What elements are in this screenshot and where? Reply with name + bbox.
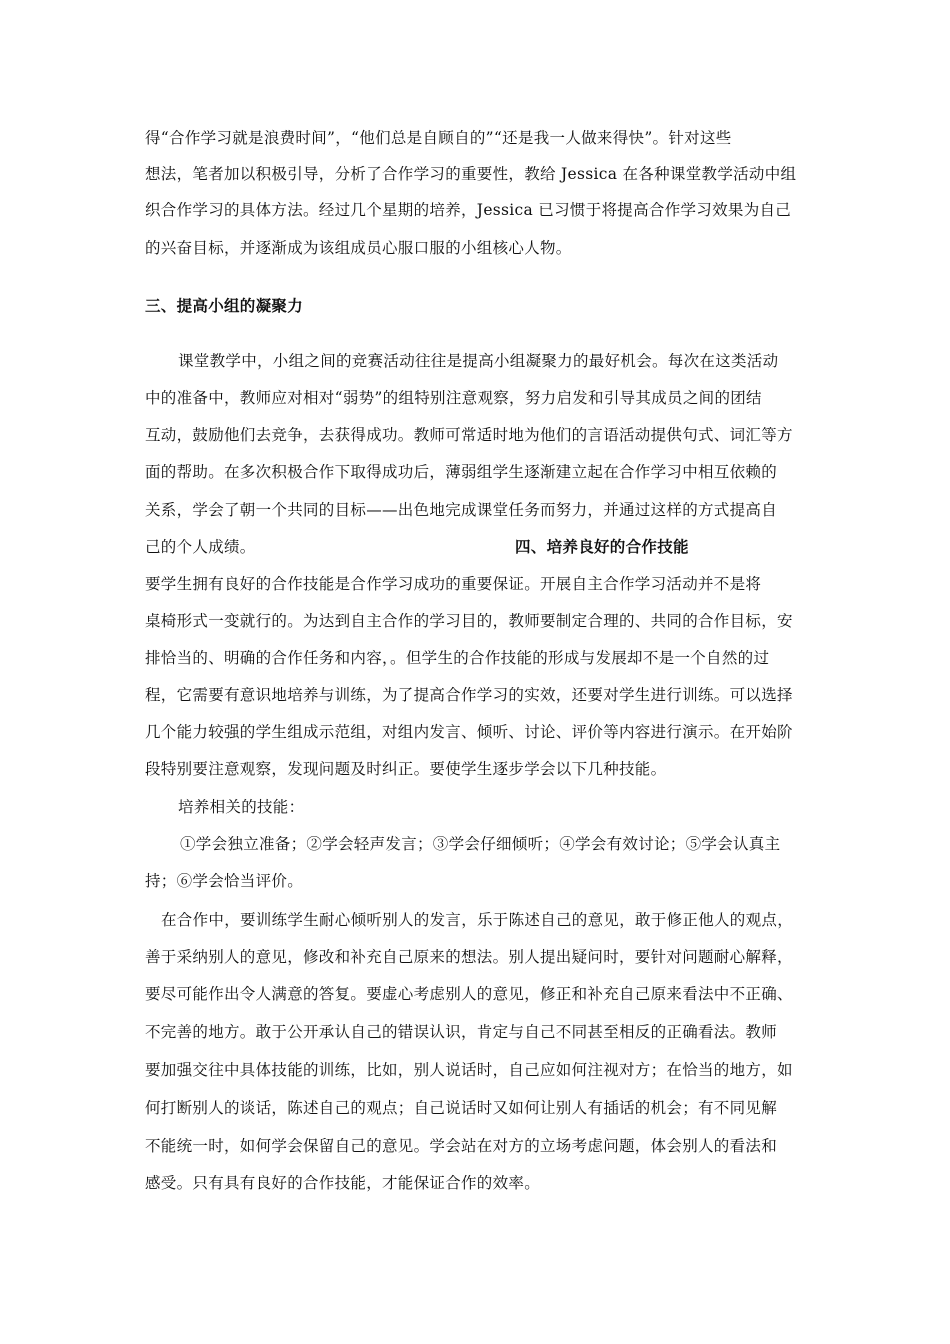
paragraph-3-line-6: 段特别要注意观察，发现问题及时纠正。要使学生逐步学会以下几种技能。	[145, 760, 667, 778]
paragraph-2-line-5: 关系，学会了朝一个共同的目标——出色地完成课堂任务而努力，并通过这样的方式提高自	[145, 501, 778, 519]
paragraph-3-line-2: 桌椅形式一变就行的。为达到自主合作的学习目的，教师要制定合理的、共同的合作目标，安	[145, 612, 793, 630]
paragraph-2-line-2: 中的准备中，教师应对相对“弱势”的组特别注意观察，努力启发和引导其成员之间的团结	[145, 389, 762, 407]
paragraph-6-line-7: 不能统一时，如何学会保留自己的意见。学会站在对方的立场考虑问题，体会别人的看法和	[145, 1137, 778, 1155]
paragraph-6-line-5: 要加强交往中具体技能的训练，比如，别人说话时，自己应如何注视对方；在恰当的地方，如	[145, 1061, 793, 1079]
paragraph-3-line-4: 程，它需要有意识地培养与训练，为了提高合作学习的实效，还要对学生进行训练。可以选择	[145, 686, 793, 704]
paragraph-1-line-3: 织合作学习的具体方法。经过几个星期的培养，Jessica 已习惯于将提高合作学习效果为自己	[145, 201, 792, 219]
paragraph-2-line-1: 课堂教学中，小组之间的竞赛活动往往是提高小组凝聚力的最好机会。每次在这类活动	[178, 352, 779, 370]
paragraph-4: 培养相关的技能：	[178, 798, 305, 816]
paragraph-3-line-5: 几个能力较强的学生组成示范组，对组内发言、倾听、讨论、评价等内容进行演示。在开始阶	[145, 723, 793, 741]
paragraph-3-line-3: 排恰当的、明确的合作任务和内容，。但学生的合作技能的形成与发展却不是一个自然的过	[145, 649, 770, 667]
paragraph-1-line-2: 想法，笔者加以积极引导，分析了合作学习的重要性，教给 Jessica 在各种课堂教学活动中组	[145, 165, 797, 183]
section-heading-4: 四、培养良好的合作技能	[515, 537, 689, 556]
paragraph-6-line-3: 要尽可能作出令人满意的答复。要虚心考虑别人的意见，修正和补充自己原来看法中不正确、	[145, 985, 793, 1003]
paragraph-6-line-4: 不完善的地方。敢于公开承认自己的错误认识，肯定与自己不同甚至相反的正确看法。教师	[145, 1023, 778, 1041]
paragraph-6-line-1: 在合作中，要训练学生耐心倾听别人的发言，乐于陈述自己的意见，敢于修正他人的观点，	[161, 911, 794, 929]
section-heading-3: 三、提高小组的凝聚力	[145, 296, 304, 315]
paragraph-2-line-6: 己的个人成绩。	[145, 538, 256, 556]
paragraph-1-line-4: 的兴奋目标，并逐渐成为该组成员心服口服的小组核心人物。	[145, 239, 572, 257]
paragraph-6-line-2: 善于采纳别人的意见，修改和补充自己原来的想法。别人提出疑问时，要针对问题耐心解释，	[145, 948, 793, 966]
paragraph-6-line-8: 感受。只有具有良好的合作技能，才能保证合作的效率。	[145, 1174, 541, 1192]
paragraph-6-line-6: 何打断别人的谈话，陈述自己的观点；自己说话时又如何让别人有插话的机会；有不同见解	[145, 1099, 778, 1117]
paragraph-5-line-1: ①学会独立准备；②学会轻声发言；③学会仔细倾听；④学会有效讨论；⑤学会认真主	[180, 835, 781, 853]
paragraph-2-line-3: 互动，鼓励他们去竞争，去获得成功。教师可常适时地为他们的言语活动提供句式、词汇等方	[145, 426, 793, 444]
paragraph-1-line-1: 得“合作学习就是浪费时间”，“他们总是自顾自的”“还是我一人做来得快”。针对这些	[145, 129, 732, 147]
paragraph-2-line-4: 面的帮助。在多次积极合作下取得成功后，薄弱组学生逐渐建立起在合作学习中相互依赖的	[145, 463, 778, 481]
paragraph-5-line-2: 持；⑥学会恰当评价。	[145, 872, 304, 890]
paragraph-3-line-1: 要学生拥有良好的合作技能是合作学习成功的重要保证。开展自主合作学习活动并不是将	[145, 575, 762, 593]
